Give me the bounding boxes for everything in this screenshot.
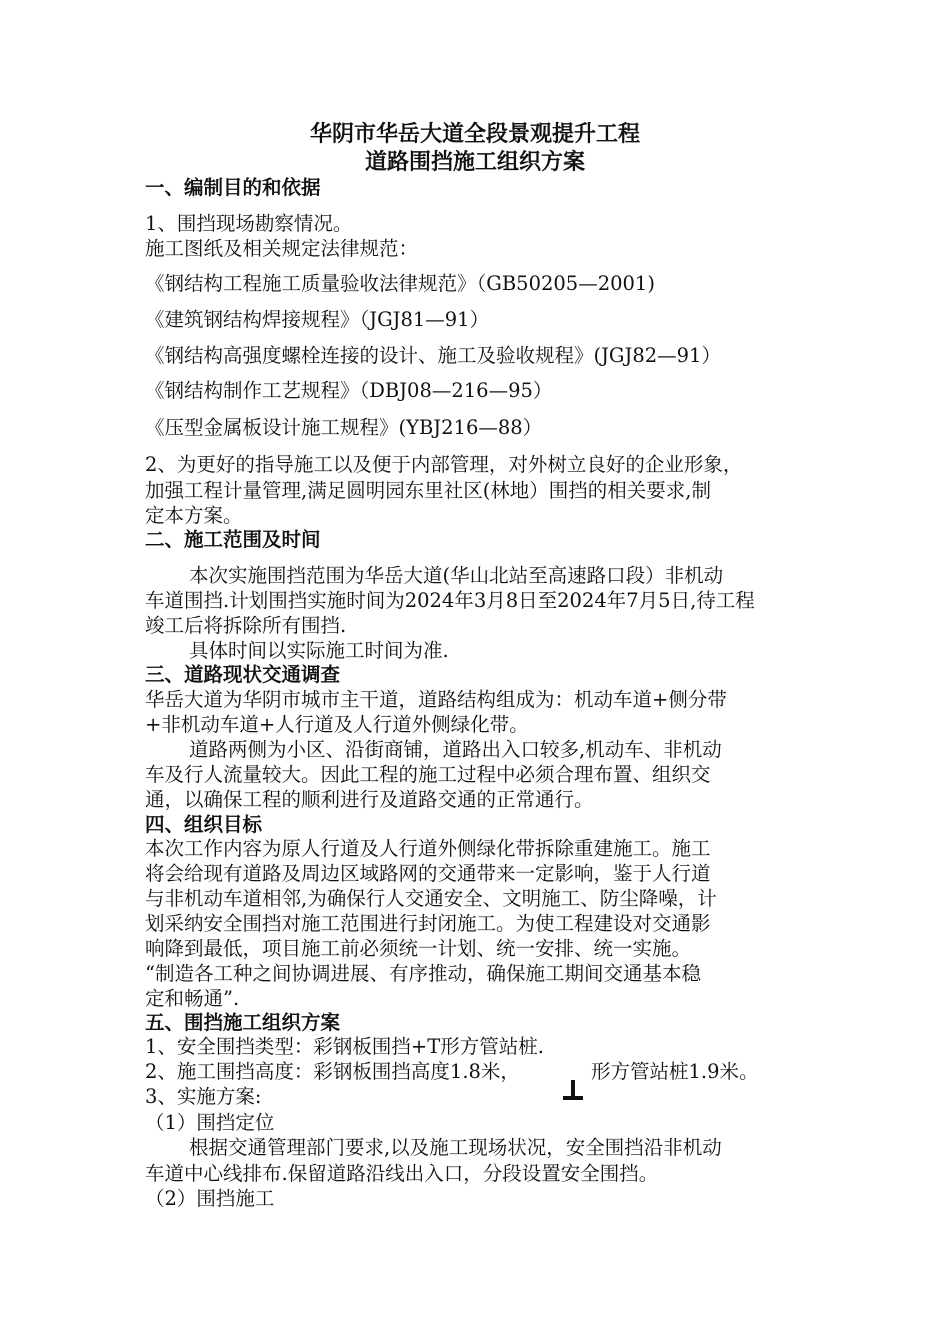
paragraph: （1）围挡定位: [145, 1111, 275, 1134]
paragraph: 将会给现有道路及周边区域路网的交通带来一定影响，鉴于人行道: [145, 862, 711, 885]
paragraph: 1、围挡现场勘察情况。: [145, 212, 353, 235]
paragraph: 响降到最低，项目施工前必须统一计划、统一安排、统一实施。: [145, 937, 692, 960]
paragraph: 车道中心线排布.保留道路沿线出入口，分段设置安全围挡。: [145, 1162, 659, 1185]
paragraph: 2、施工围挡高度：彩钢板围挡高度1.8米，: [145, 1060, 520, 1083]
paragraph: 华岳大道为华阴市城市主干道，道路结构组成为：机动车道+侧分带: [145, 688, 727, 711]
paragraph: 通，以确保工程的顺利进行及道路交通的正常通行。: [145, 788, 594, 811]
paragraph: 本次实施围挡范围为华岳大道(华山北站至高速路口段）非机动: [189, 564, 724, 587]
section-heading-4: 四、组织目标: [145, 813, 263, 836]
reference-item: 《建筑钢结构焊接规程》（JGJ81—91）: [145, 308, 490, 331]
paragraph: 具体时间以实际施工时间为准.: [189, 639, 449, 662]
paragraph: 定本方案。: [145, 504, 243, 527]
reference-item: 《钢结构制作工艺规程》（DBJ08—216—95）: [145, 379, 553, 402]
paragraph: 本次工作内容为原人行道及人行道外侧绿化带拆除重建施工。施工: [145, 837, 711, 860]
paragraph: 3、实施方案:: [145, 1085, 262, 1108]
paragraph: 定和畅通”.: [145, 987, 240, 1010]
paragraph: +非机动车道+人行道及人行道外侧绿化带。: [145, 713, 529, 736]
reference-item: 《钢结构工程施工质量验收法律规范》（GB50205—2001): [145, 272, 655, 295]
paragraph: 2、为更好的指导施工以及便于内部管理，对外树立良好的企业形象，: [145, 453, 743, 476]
paragraph: 竣工后将拆除所有围挡.: [145, 614, 347, 637]
paragraph: 车及行人流量较大。因此工程的施工过程中必须合理布置、组织交: [145, 763, 711, 786]
paragraph: 1、安全围挡类型：彩钢板围挡+T形方管站桩.: [145, 1035, 544, 1058]
doc-title-line-1: 华阴市华岳大道全段景观提升工程: [309, 122, 640, 147]
section-heading-3: 三、道路现状交通调查: [145, 663, 341, 686]
paragraph: 形方管站桩1.9米。: [591, 1060, 759, 1083]
paragraph: 划采纳安全围挡对施工范围进行封闭施工。为使工程建设对交通影: [145, 912, 711, 935]
doc-title-line-2: 道路围挡施工组织方案: [364, 150, 585, 175]
section-heading-5: 五、围挡施工组织方案: [145, 1011, 341, 1034]
section-heading-1: 一、编制目的和依据: [145, 176, 321, 199]
paragraph: 车道围挡.计划围挡实施时间为2024年3月8日至2024年7月5日,待工程: [145, 589, 755, 612]
paragraph: “制造各工种之间协调进展、有序推动，确保施工期间交通基本稳: [145, 962, 701, 985]
section-heading-2: 二、施工范围及时间: [145, 528, 321, 551]
reference-item: 《钢结构高强度螺栓连接的设计、施工及验收规程》(JGJ82—91）: [145, 344, 721, 367]
paragraph: 与非机动车道相邻,为确保行人交通安全、文明施工、防尘降噪，计: [145, 887, 717, 910]
paragraph: 道路两侧为小区、沿街商铺，道路出入口较多,机动车、非机动: [189, 738, 722, 761]
paragraph: （2）围挡施工: [145, 1187, 275, 1210]
reference-item: 《压型金属板设计施工规程》(YBJ216—88）: [145, 416, 543, 439]
paragraph: 加强工程计量管理,满足圆明园东里社区(林地）围挡的相关要求,制: [145, 479, 712, 502]
paragraph: 根据交通管理部门要求,以及施工现场状况，安全围挡沿非机动: [189, 1136, 722, 1159]
paragraph: 施工图纸及相关规定法律规范：: [145, 237, 419, 260]
t-shape-symbol-icon: [561, 1078, 585, 1102]
